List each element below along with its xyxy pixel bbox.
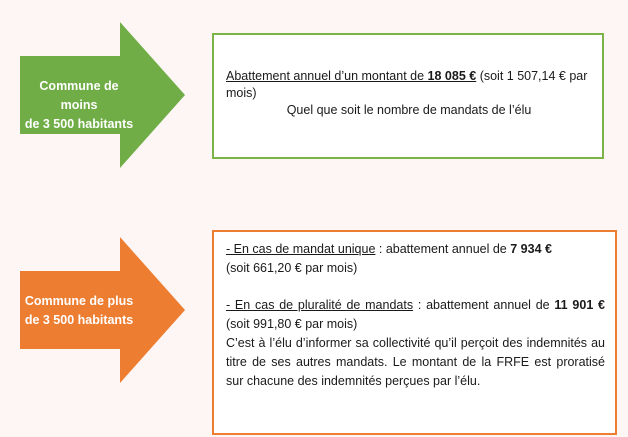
unique-mandate-text: : abattement annuel de [375,242,511,256]
small-commune-intro-underlined [226,69,476,83]
plural-mandates-text: : abattement annuel de [413,298,555,312]
arrow-label-line2: de 3 500 habitants [24,313,134,327]
plural-mandates-amount: 11 901 € [554,298,605,312]
unique-mandate-amount: 7 934 € [510,242,552,256]
arrow-label-small-commune [20,77,138,134]
orange-arrow-shape [20,237,185,383]
plural-mandates-paragraph [226,296,605,334]
plural-mandates-monthly: (soit 991,80 € par mois) [226,317,358,331]
green-arrow-shape [20,22,185,168]
arrow-label-line2: de 3 500 habitants [24,117,134,131]
arrow-label-large-commune [20,292,138,330]
small-commune-amount: 18 085 € [427,69,477,83]
unique-mandate-paragraph [226,240,605,278]
small-commune-intro: Abattement annuel d’un montant de [226,69,428,83]
unique-mandate-label: - En cas de mandat unique [226,242,376,256]
arrow-label-line1: Commune de plus [24,294,134,308]
small-commune-monthly: (soit 1 507,14 € par mois) [226,69,588,100]
frfe-note-paragraph: C’est à l’élu d’informer sa collectivité qu’il perçoit des indemnités au titre de ses autres mandats. Le montant de la FRFE est proratisé sur chacune des indemnités perçues par l’élu. [226,336,605,388]
large-commune-box [212,230,617,435]
paragraph-spacer [226,278,605,296]
arrow-label-line1: Commune de moins [39,79,119,112]
small-commune-box [212,33,604,159]
unique-mandate-monthly: (soit 661,20 € par mois) [226,261,358,275]
plural-mandates-label: - En cas de pluralité de mandats [226,298,414,312]
small-commune-mandates-note: Quel que soit le nombre de mandats de l’élu [286,103,532,117]
